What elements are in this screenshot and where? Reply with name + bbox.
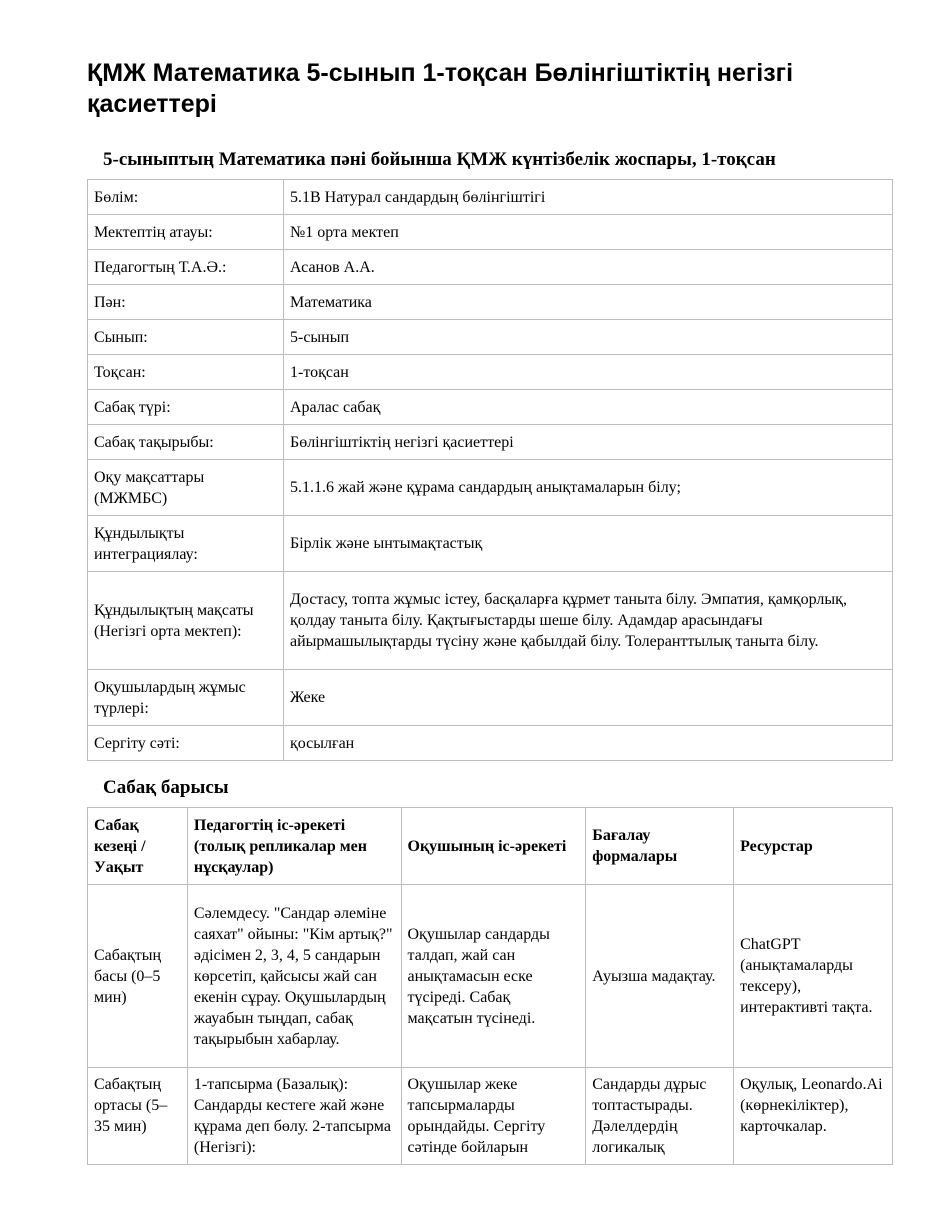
info-value: Жеке (284, 670, 893, 726)
info-key: Құндылықтың мақсаты (Негізгі орта мектеп): (88, 572, 284, 670)
plan-subtitle: 5-сыныптың Математика пәні бойынша ҚМЖ күнтізбелік жоспары, 1-тоқсан (103, 149, 776, 170)
table-row (88, 215, 893, 250)
table-row (88, 572, 893, 670)
info-value: Аралас сабақ (284, 390, 893, 425)
column-header: Бағалау формалары (586, 808, 734, 885)
table-cell: Оқушылар сандарды талдап, жай сан анықтамасын еске түсіреді. Сабақ мақсатын түсінеді. (401, 885, 586, 1068)
table-row (88, 250, 893, 285)
table-cell: Сандарды дұрыс топтастырады. Дәлелдердің логикалық (586, 1068, 734, 1165)
info-value: Бірлік және ынтымақтастық (284, 516, 893, 572)
table-row (88, 516, 893, 572)
table-row (88, 285, 893, 320)
info-key: Сынып: (88, 320, 284, 355)
info-value: Математика (284, 285, 893, 320)
column-header: Ресурстар (734, 808, 893, 885)
info-value: Бөлінгіштіктің негізгі қасиеттері (284, 425, 893, 460)
table-row (88, 425, 893, 460)
table-cell: Сабақтың басы (0–5 мин) (88, 885, 188, 1068)
info-key: Пән: (88, 285, 284, 320)
lesson-info-table (87, 179, 893, 761)
info-value: №1 орта мектеп (284, 215, 893, 250)
table-cell: Сәлемдесу. "Сандар әлеміне саяхат" ойыны: "Кім артық?" әдісімен 2, 3, 4, 5 сандарын көрсетіп, қайсысы жай сан екенін сұрау. Оқушылардың жауабын тыңдап, сабақ тақырыбын хабарлау. (187, 885, 401, 1068)
info-value: Достасу, топта жұмыс істеу, басқаларға құрмет таныта білу. Эмпатия, қамқорлық, қолдау таныта білу. Қақтығыстарды шеше білу. Адамдар арасындағы айырмашылықтарды түсіну және қабылдай білу. Толеранттылық таныта білу. (284, 572, 893, 670)
table-row (88, 726, 893, 761)
info-key: Мектептің атауы: (88, 215, 284, 250)
table-cell: Оқулық, Leonardo.Ai (көрнекіліктер), карточкалар. (734, 1068, 893, 1165)
info-value: қосылған (284, 726, 893, 761)
table-cell: Ауызша мадақтау. (586, 885, 734, 1068)
info-value: 5.1.1.6 жай және құрама сандардың анықтамаларын білу; (284, 460, 893, 516)
column-header: Сабақ кезеңі / Уақыт (88, 808, 188, 885)
info-key: Құндылықты интеграциялау: (88, 516, 284, 572)
info-key: Бөлім: (88, 180, 284, 215)
document-title: ҚМЖ Математика 5-сынып 1-тоқсан Бөлінгіштіктің негізгі қасиеттері (87, 59, 794, 118)
table-cell: Сабақтың ортасы (5–35 мин) (88, 1068, 188, 1165)
info-value: 1-тоқсан (284, 355, 893, 390)
info-key: Тоқсан: (88, 355, 284, 390)
table-row (88, 320, 893, 355)
info-value: 5-сынып (284, 320, 893, 355)
info-key: Сабақ тақырыбы: (88, 425, 284, 460)
info-key: Сабақ түрі: (88, 390, 284, 425)
table-row (88, 355, 893, 390)
table-cell: ChatGPT (анықтамаларды тексеру), интерактивті тақта. (734, 885, 893, 1068)
column-header: Педагогтің іс-әрекеті (толық репликалар мен нұсқаулар) (187, 808, 401, 885)
table-row (88, 180, 893, 215)
column-header: Оқушының іс-әрекеті (401, 808, 586, 885)
lesson-section-title: Сабақ барысы (103, 777, 229, 798)
table-row (88, 390, 893, 425)
table-cell: 1-тапсырма (Базалық): Сандарды кестеге жай және құрама деп бөлу. 2-тапсырма (Негізгі): (187, 1068, 401, 1165)
table-header-row (88, 808, 893, 885)
table-row (88, 885, 893, 1068)
lesson-flow-table (87, 807, 893, 1165)
info-key: Оқушылардың жұмыс түрлері: (88, 670, 284, 726)
info-value: Асанов А.А. (284, 250, 893, 285)
table-row (88, 1068, 893, 1165)
info-key: Оқу мақсаттары (МЖМБС) (88, 460, 284, 516)
table-row (88, 460, 893, 516)
info-key: Педагогтың Т.А.Ә.: (88, 250, 284, 285)
info-value: 5.1В Натурал сандардың бөлінгіштігі (284, 180, 893, 215)
table-row (88, 670, 893, 726)
info-key: Сергіту сәті: (88, 726, 284, 761)
table-cell: Оқушылар жеке тапсырмаларды орындайды. Сергіту сәтінде бойларын (401, 1068, 586, 1165)
